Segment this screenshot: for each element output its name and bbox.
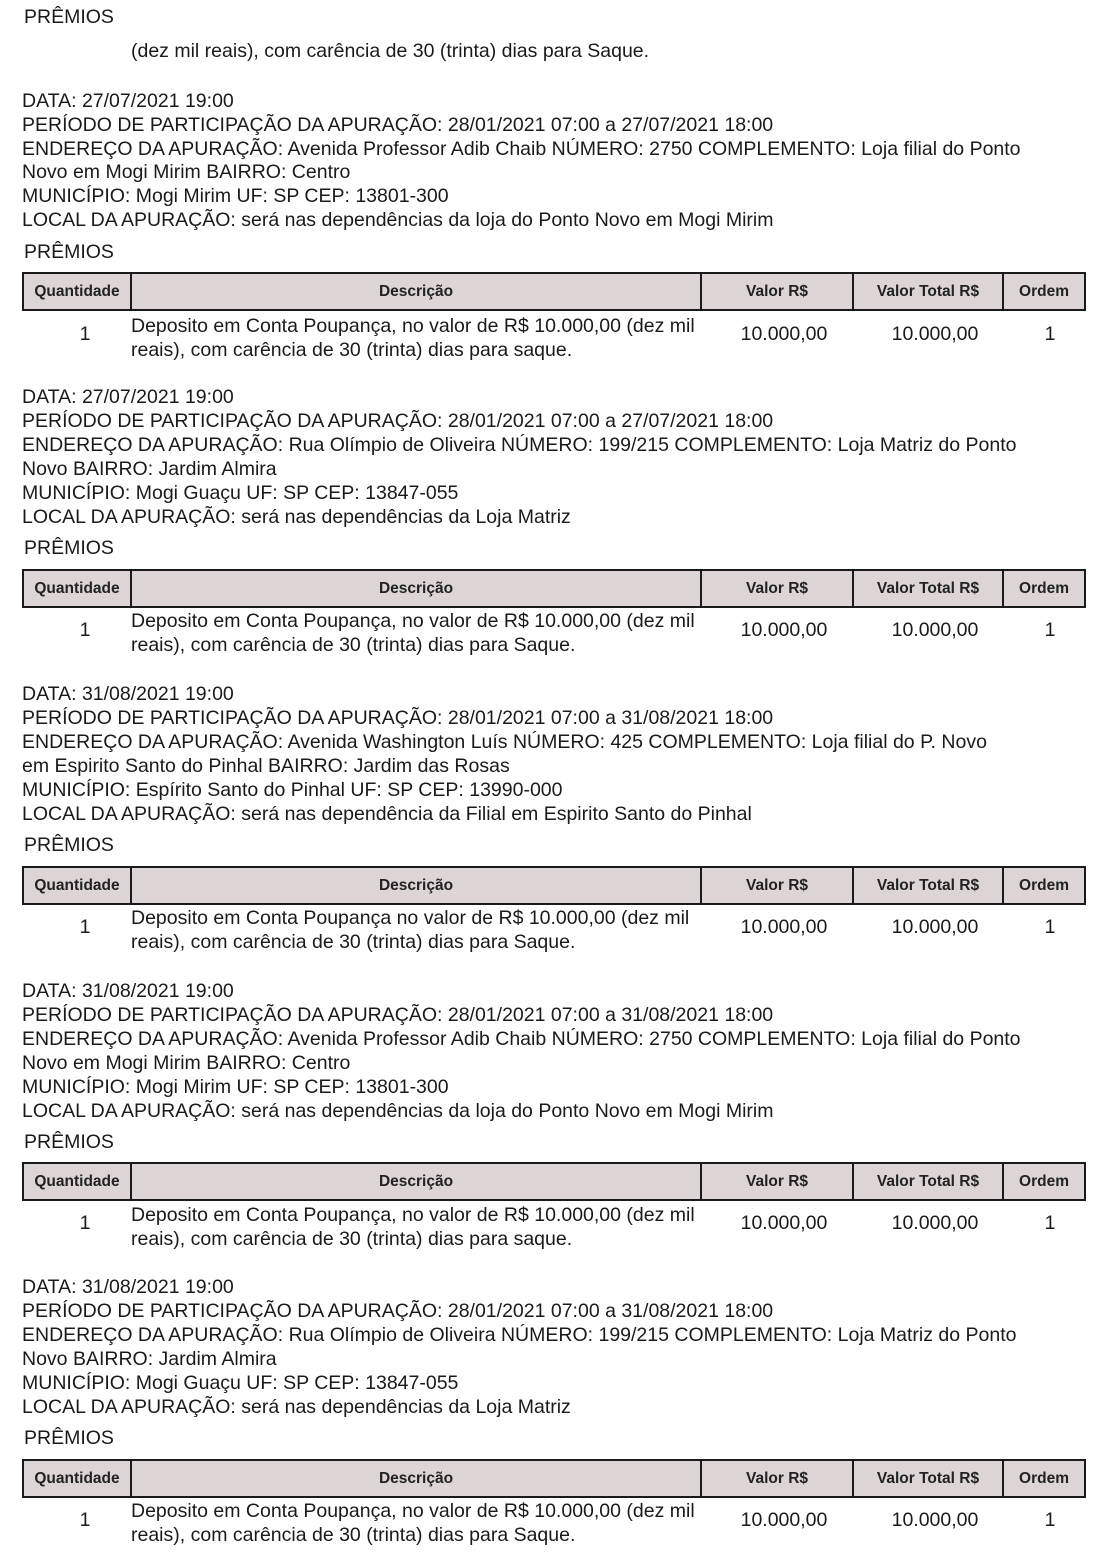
- local-line: LOCAL DA APURAÇÃO: será nas dependência da Filial em Espirito Santo do Pinhal: [22, 803, 752, 825]
- cell-quantidade: 1: [79, 1509, 91, 1531]
- premios-heading: PRÊMIOS: [24, 1131, 114, 1153]
- header-valor: Valor R$: [702, 868, 854, 903]
- header-quantidade: Quantidade: [24, 868, 132, 903]
- endereco-line-continued: Novo BAIRRO: Jardim Almira: [22, 458, 277, 480]
- data-line: DATA: 31/08/2021 19:00: [22, 1276, 234, 1298]
- prize-table-header: [22, 1162, 1086, 1201]
- header-valor-total: Valor Total R$: [854, 1461, 1004, 1496]
- cell-valor: 10.000,00: [740, 916, 828, 938]
- periodo-line: PERÍODO DE PARTICIPAÇÃO DA APURAÇÃO: 28/01/2021 07:00 a 31/08/2021 18:00: [22, 1300, 774, 1322]
- municipio-line: MUNICÍPIO: Espírito Santo do Pinhal UF: SP CEP: 13990-000: [22, 779, 563, 801]
- cell-quantidade: 1: [79, 916, 91, 938]
- municipio-line: MUNICÍPIO: Mogi Mirim UF: SP CEP: 13801-300: [22, 1076, 449, 1098]
- cell-valor: 10.000,00: [740, 1212, 828, 1234]
- header-quantidade: Quantidade: [24, 1164, 132, 1199]
- endereco-line-continued: Novo BAIRRO: Jardim Almira: [22, 1348, 277, 1370]
- cell-ordem: 1: [1044, 916, 1056, 938]
- cell-valor-total: 10.000,00: [891, 1509, 979, 1531]
- cell-ordem: 1: [1044, 1509, 1056, 1531]
- cell-descricao: Deposito em Conta Poupança, no valor de R$ 10.000,00 (dez mil reais), com carência de 30 (trinta) dias para Saque.: [131, 610, 695, 656]
- cell-ordem: 1: [1044, 323, 1056, 345]
- data-line: DATA: 27/07/2021 19:00: [22, 386, 234, 408]
- periodo-line: PERÍODO DE PARTICIPAÇÃO DA APURAÇÃO: 28/01/2021 07:00 a 31/08/2021 18:00: [22, 1004, 774, 1026]
- premios-heading: PRÊMIOS: [24, 1427, 114, 1449]
- endereco-line: ENDEREÇO DA APURAÇÃO: Rua Olímpio de Oliveira NÚMERO: 199/215 COMPLEMENTO: Loja Matriz do Ponto: [22, 434, 1017, 456]
- endereco-line-continued: Novo em Mogi Mirim BAIRRO: Centro: [22, 161, 351, 183]
- premios-heading: PRÊMIOS: [24, 834, 114, 856]
- header-quantidade: Quantidade: [24, 274, 132, 309]
- periodo-line: PERÍODO DE PARTICIPAÇÃO DA APURAÇÃO: 28/01/2021 07:00 a 31/08/2021 18:00: [22, 707, 774, 729]
- data-line: DATA: 31/08/2021 19:00: [22, 683, 234, 705]
- cell-valor: 10.000,00: [740, 619, 828, 641]
- endereco-line-continued: Novo em Mogi Mirim BAIRRO: Centro: [22, 1052, 351, 1074]
- header-ordem: Ordem: [1004, 1164, 1084, 1199]
- header-ordem: Ordem: [1004, 1461, 1084, 1496]
- prize-table-header: [22, 1459, 1086, 1498]
- cell-descricao: Deposito em Conta Poupança, no valor de R$ 10.000,00 (dez mil reais), com carência de 30 (trinta) dias para saque.: [131, 315, 695, 361]
- municipio-line: MUNICÍPIO: Mogi Guaçu UF: SP CEP: 13847-055: [22, 1372, 459, 1394]
- periodo-line: PERÍODO DE PARTICIPAÇÃO DA APURAÇÃO: 28/01/2021 07:00 a 27/07/2021 18:00: [22, 114, 774, 136]
- cell-quantidade: 1: [79, 619, 91, 641]
- header-quantidade: Quantidade: [24, 1461, 132, 1496]
- header-ordem: Ordem: [1004, 274, 1084, 309]
- cell-valor-total: 10.000,00: [891, 619, 979, 641]
- cell-quantidade: 1: [79, 1212, 91, 1234]
- prize-table-header: [22, 272, 1086, 311]
- cell-ordem: 1: [1044, 1212, 1056, 1234]
- local-line: LOCAL DA APURAÇÃO: será nas dependências da Loja Matriz: [22, 506, 571, 528]
- header-valor-total: Valor Total R$: [854, 274, 1004, 309]
- cell-descricao: Deposito em Conta Poupança, no valor de R$ 10.000,00 (dez mil reais), com carência de 30 (trinta) dias para saque.: [131, 1204, 695, 1250]
- header-valor: Valor R$: [702, 1461, 854, 1496]
- cell-quantidade: 1: [79, 323, 91, 345]
- periodo-line: PERÍODO DE PARTICIPAÇÃO DA APURAÇÃO: 28/01/2021 07:00 a 27/07/2021 18:00: [22, 410, 774, 432]
- cell-valor-total: 10.000,00: [891, 323, 979, 345]
- header-descricao: Descrição: [132, 571, 702, 606]
- header-quantidade: Quantidade: [24, 571, 132, 606]
- data-line: DATA: 27/07/2021 19:00: [22, 90, 234, 112]
- cell-ordem: 1: [1044, 619, 1056, 641]
- endereco-line: ENDEREÇO DA APURAÇÃO: Rua Olímpio de Oliveira NÚMERO: 199/215 COMPLEMENTO: Loja Matriz do Ponto: [22, 1324, 1017, 1346]
- endereco-line: ENDEREÇO DA APURAÇÃO: Avenida Professor Adib Chaib NÚMERO: 2750 COMPLEMENTO: Loja filial do Ponto: [22, 1028, 1021, 1050]
- local-line: LOCAL DA APURAÇÃO: será nas dependências da loja do Ponto Novo em Mogi Mirim: [22, 1100, 774, 1122]
- header-descricao: Descrição: [132, 274, 702, 309]
- premios-heading: PRÊMIOS: [24, 241, 114, 263]
- header-valor-total: Valor Total R$: [854, 1164, 1004, 1199]
- prize-table-header: [22, 569, 1086, 608]
- data-line: DATA: 31/08/2021 19:00: [22, 980, 234, 1002]
- header-descricao: Descrição: [132, 868, 702, 903]
- header-ordem: Ordem: [1004, 868, 1084, 903]
- header-valor: Valor R$: [702, 571, 854, 606]
- cell-valor: 10.000,00: [740, 323, 828, 345]
- endereco-line-continued: em Espirito Santo do Pinhal BAIRRO: Jardim das Rosas: [22, 755, 510, 777]
- header-ordem: Ordem: [1004, 571, 1084, 606]
- endereco-line: ENDEREÇO DA APURAÇÃO: Avenida Professor Adib Chaib NÚMERO: 2750 COMPLEMENTO: Loja filial do Ponto: [22, 138, 1021, 160]
- premios-heading-top: PRÊMIOS: [24, 6, 114, 28]
- municipio-line: MUNICÍPIO: Mogi Mirim UF: SP CEP: 13801-300: [22, 185, 449, 207]
- local-line: LOCAL DA APURAÇÃO: será nas dependências da Loja Matriz: [22, 1396, 571, 1418]
- cell-descricao: Deposito em Conta Poupança no valor de R$ 10.000,00 (dez mil reais), com carência de 30 (trinta) dias para Saque.: [131, 907, 690, 953]
- cell-valor-total: 10.000,00: [891, 916, 979, 938]
- prize-table-header: [22, 866, 1086, 905]
- header-valor: Valor R$: [702, 274, 854, 309]
- cell-descricao: Deposito em Conta Poupança, no valor de R$ 10.000,00 (dez mil reais), com carência de 30 (trinta) dias para Saque.: [131, 1500, 695, 1546]
- header-valor: Valor R$: [702, 1164, 854, 1199]
- premios-heading: PRÊMIOS: [24, 537, 114, 559]
- cell-valor: 10.000,00: [740, 1509, 828, 1531]
- endereco-line: ENDEREÇO DA APURAÇÃO: Avenida Washington Luís NÚMERO: 425 COMPLEMENTO: Loja filial do P. Novo: [22, 731, 987, 753]
- header-descricao: Descrição: [132, 1164, 702, 1199]
- header-descricao: Descrição: [132, 1461, 702, 1496]
- continued-description: (dez mil reais), com carência de 30 (trinta) dias para Saque.: [131, 40, 650, 62]
- cell-valor-total: 10.000,00: [891, 1212, 979, 1234]
- header-valor-total: Valor Total R$: [854, 571, 1004, 606]
- local-line: LOCAL DA APURAÇÃO: será nas dependências da loja do Ponto Novo em Mogi Mirim: [22, 209, 774, 231]
- header-valor-total: Valor Total R$: [854, 868, 1004, 903]
- municipio-line: MUNICÍPIO: Mogi Guaçu UF: SP CEP: 13847-055: [22, 482, 459, 504]
